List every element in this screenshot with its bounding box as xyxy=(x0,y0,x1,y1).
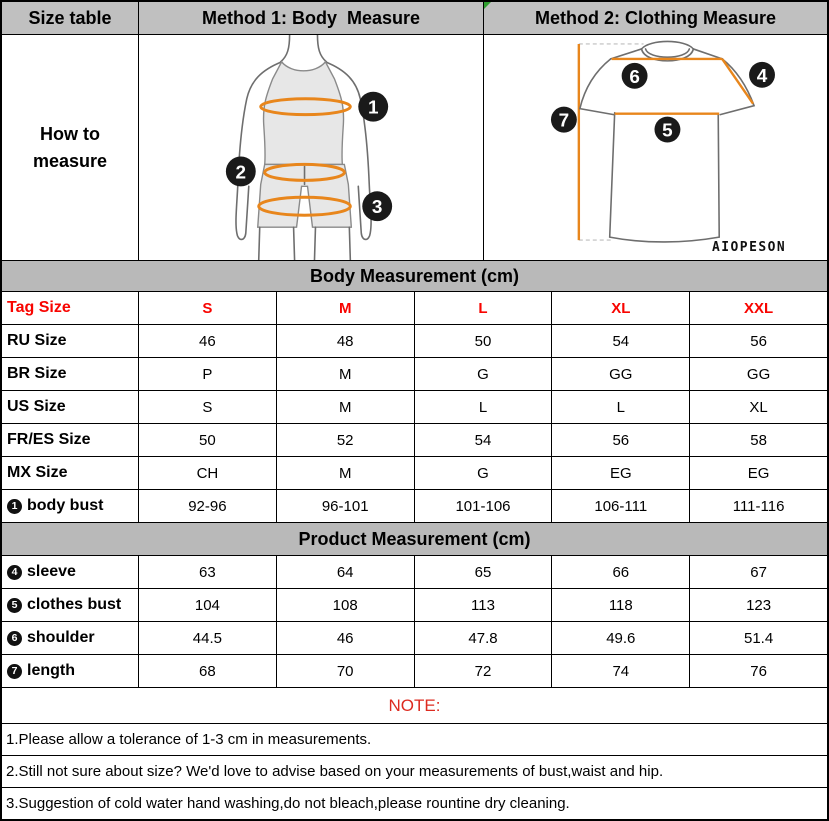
svg-text:1: 1 xyxy=(367,97,379,119)
clothes-bust-row xyxy=(2,589,827,622)
size-cell: GG xyxy=(552,358,690,390)
body-marker-1-icon xyxy=(358,92,388,122)
excel-corner-marker-icon xyxy=(484,2,491,9)
size-cell: M xyxy=(277,391,415,423)
how-to-measure-line1: How to xyxy=(40,123,100,144)
size-cell: 48 xyxy=(277,325,415,357)
clothing-measure-illustration xyxy=(484,35,827,260)
fres-size-row xyxy=(2,424,827,457)
svg-text:7: 7 xyxy=(558,110,570,132)
size-cell: 113 xyxy=(415,589,553,621)
size-cell: M xyxy=(277,358,415,390)
body-bust-row xyxy=(2,490,827,523)
size-cell: P xyxy=(139,358,277,390)
size-cell: 108 xyxy=(277,589,415,621)
method2-header xyxy=(484,2,827,34)
note-title: NOTE: xyxy=(2,688,827,724)
size-cell: 68 xyxy=(139,655,277,687)
size-cell: 106-111 xyxy=(552,490,690,522)
body-bust-label-text: body bust xyxy=(27,497,104,514)
size-cell: 58 xyxy=(750,431,767,449)
size-cell: 67 xyxy=(750,563,767,581)
size-cell: XL xyxy=(552,292,690,324)
br-size-row xyxy=(2,358,827,391)
length-label xyxy=(2,655,139,687)
size-cell: 50 xyxy=(139,424,277,456)
clothes-bust-label-text: clothes bust xyxy=(27,596,122,613)
body-measure-illustration xyxy=(139,35,484,260)
size-cell: 72 xyxy=(415,655,553,687)
length-row xyxy=(2,655,827,688)
size-cell: 70 xyxy=(277,655,415,687)
mx-size-label: MX Size xyxy=(2,457,139,489)
sleeve-label xyxy=(2,556,139,588)
size-cell: 44.5 xyxy=(139,622,277,654)
size-cell: 50 xyxy=(415,325,553,357)
product-measurement-title: Product Measurement (cm) xyxy=(2,523,827,556)
note-item-3: 3.Suggestion of cold water hand washing,do not bleach,please rountine dry cleaning. xyxy=(6,795,570,812)
clothes-bust-label xyxy=(2,589,139,621)
size-cell: GG xyxy=(746,365,771,383)
svg-text:4: 4 xyxy=(756,65,768,87)
size-table-title: Size table xyxy=(2,2,139,34)
size-cell: EG xyxy=(552,457,690,489)
br-size-label: BR Size xyxy=(2,358,139,390)
svg-text:2: 2 xyxy=(235,162,247,184)
size-cell: 96-101 xyxy=(277,490,415,522)
marker-6-icon: 6 xyxy=(7,631,22,646)
shoulder-label-text: shoulder xyxy=(27,629,95,646)
size-cell: XXL xyxy=(743,299,774,317)
brand-text: AIOPESON xyxy=(711,240,787,256)
size-cell: 56 xyxy=(552,424,690,456)
size-cell: M xyxy=(277,292,415,324)
size-cell: EG xyxy=(747,464,770,482)
method1-header: Method 1: Body Measure xyxy=(139,2,484,34)
size-cell: 52 xyxy=(277,424,415,456)
size-cell: 46 xyxy=(277,622,415,654)
mx-size-row xyxy=(2,457,827,490)
marker-7-icon: 7 xyxy=(7,664,22,679)
size-cell: 66 xyxy=(552,556,690,588)
ru-size-label: RU Size xyxy=(2,325,139,357)
svg-text:3: 3 xyxy=(371,197,383,219)
size-cell: 54 xyxy=(552,325,690,357)
size-cell: 76 xyxy=(750,662,767,680)
size-cell: 51.4 xyxy=(743,629,774,647)
clothing-marker-7-icon xyxy=(551,107,577,133)
method2-header-label: Method 2: Clothing Measure xyxy=(534,7,776,28)
size-cell: 101-106 xyxy=(415,490,553,522)
marker-4-icon: 4 xyxy=(7,565,22,580)
size-cell: XL xyxy=(749,398,768,416)
svg-text:6: 6 xyxy=(629,66,640,88)
size-cell: 64 xyxy=(277,556,415,588)
body-marker-2-icon xyxy=(226,156,256,186)
top-header-row xyxy=(2,2,827,35)
size-cell: M xyxy=(277,457,415,489)
note-item-1: 1.Please allow a tolerance of 1-3 cm in measurements. xyxy=(2,724,827,756)
size-cell: 65 xyxy=(415,556,553,588)
size-cell: G xyxy=(415,457,553,489)
tag-size-row xyxy=(2,292,827,325)
svg-text:5: 5 xyxy=(662,120,673,142)
how-to-measure-line2: measure xyxy=(32,150,108,171)
shoulder-label xyxy=(2,622,139,654)
body-bust-label xyxy=(2,490,139,522)
tag-size-label: Tag Size xyxy=(2,292,139,324)
note-item-2: 2.Still not sure about size? We'd love to advise based on your measurements of bust,waist and hip. xyxy=(2,756,827,788)
clothing-marker-6-icon xyxy=(622,63,648,89)
illustration-row xyxy=(2,35,827,261)
size-cell: 63 xyxy=(139,556,277,588)
marker-5-icon: 5 xyxy=(7,598,22,613)
body-marker-3-icon xyxy=(362,191,392,221)
shoulder-row xyxy=(2,622,827,655)
length-label-text: length xyxy=(27,662,75,679)
size-cell: 118 xyxy=(552,589,690,621)
us-size-row xyxy=(2,391,827,424)
body-figure-icon xyxy=(139,35,483,260)
size-cell: L xyxy=(415,391,553,423)
size-cell: 92-96 xyxy=(139,490,277,522)
size-cell: L xyxy=(552,391,690,423)
body-measurement-title: Body Measurement (cm) xyxy=(2,261,827,292)
clothing-marker-4-icon xyxy=(749,62,775,88)
clothing-marker-5-icon xyxy=(655,117,681,143)
size-cell: 123 xyxy=(746,596,772,614)
size-cell: 56 xyxy=(750,332,767,350)
size-cell: 49.6 xyxy=(552,622,690,654)
size-cell: 47.8 xyxy=(415,622,553,654)
us-size-label: US Size xyxy=(2,391,139,423)
sleeve-row xyxy=(2,556,827,589)
how-to-measure-cell xyxy=(2,35,139,260)
sleeve-label-text: sleeve xyxy=(27,563,76,580)
fres-size-label: FR/ES Size xyxy=(2,424,139,456)
ru-size-row xyxy=(2,325,827,358)
size-cell: S xyxy=(139,391,277,423)
size-cell: 46 xyxy=(139,325,277,357)
marker-1-icon: 1 xyxy=(7,499,22,514)
size-cell: G xyxy=(415,358,553,390)
size-cell: 104 xyxy=(139,589,277,621)
size-cell: L xyxy=(415,292,553,324)
size-cell: S xyxy=(139,292,277,324)
tshirt-figure-icon xyxy=(484,35,827,260)
size-cell: 111-116 xyxy=(732,497,785,515)
size-cell: 74 xyxy=(552,655,690,687)
size-cell: 54 xyxy=(415,424,553,456)
size-cell: CH xyxy=(139,457,277,489)
